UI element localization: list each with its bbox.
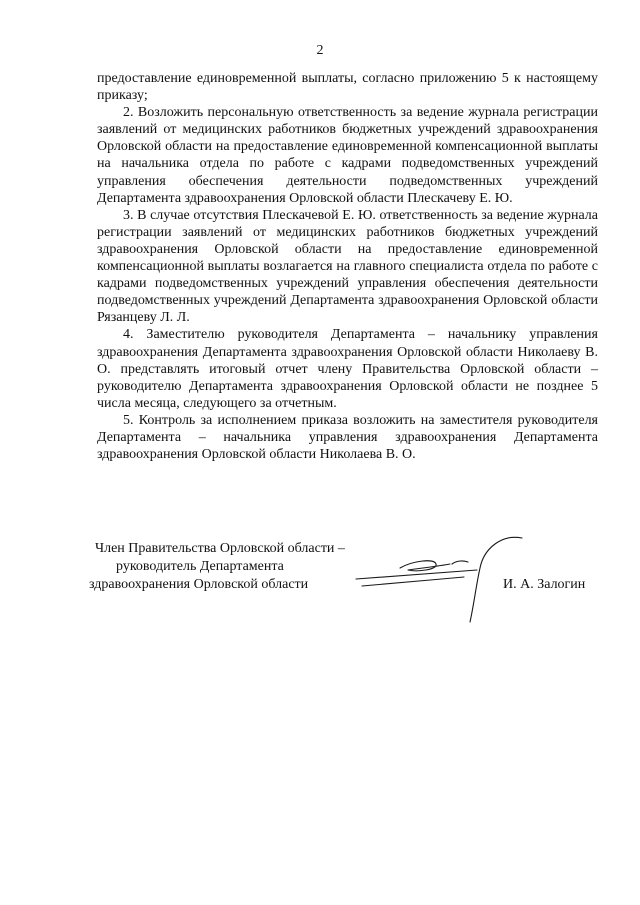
position-line-3: здравоохранения Орловской области — [89, 577, 309, 592]
signatory-position — [88, 540, 378, 594]
document-body — [97, 70, 598, 463]
paragraph-item-5: 5. Контроль за исполнением приказа возложить на заместителя руководителя Департамента – начальника управления здравоохранения Департамента здравоохранения Орловской области Николаева В. О. — [97, 412, 598, 463]
position-line-2: руководитель Департамента — [116, 559, 284, 574]
page-number: 2 — [316, 43, 324, 58]
paragraph-item-3: 3. В случае отсутствия Плескачевой Е. Ю. ответственность за ведение журнала регистрации заявлений от медицинских работников бюджетных учреждений здравоохранения Орловской области на предоставление единовременной компенсационной выплаты возлагается на главного специалиста отдела по работе с кадрами подведомственных учреждений управления обеспечения деятельности подведомственных учреждений Департамента здравоохранения Орловской области Рязанцеву Л. Л. — [97, 207, 598, 326]
paragraph-item-4: 4. Заместителю руководителя Департамента – начальнику управления здравоохранения Департамента здравоохранения Орловской области Николаеву В. О. представлять итоговый отчет члену Правительства Орловской области – руководителю Департамента здравоохранения Орловской области не позднее 5 числа месяца, следующего за отчетным. — [97, 327, 598, 411]
paragraph-continuation: предоставление единовременной выплаты, согласно приложению 5 к настоящему приказу; — [97, 71, 598, 104]
paragraph-item-2: 2. Возложить персональную ответственность за ведение журнала регистрации заявлений от медицинских работников бюджетных учреждений здравоохранения Орловской области на предоставление единовременной компенсационной выплаты на начальника отдела по работе с кадрами подведомственных учреждений управления обеспечения деятельности подведомственных учреждений Департамента здравоохранения Орловской области Плескачеву Е. Ю. — [97, 105, 598, 206]
signatory-name: И. А. Залогин — [503, 577, 586, 592]
position-line-1: Член Правительства Орловской области – — [95, 541, 345, 556]
